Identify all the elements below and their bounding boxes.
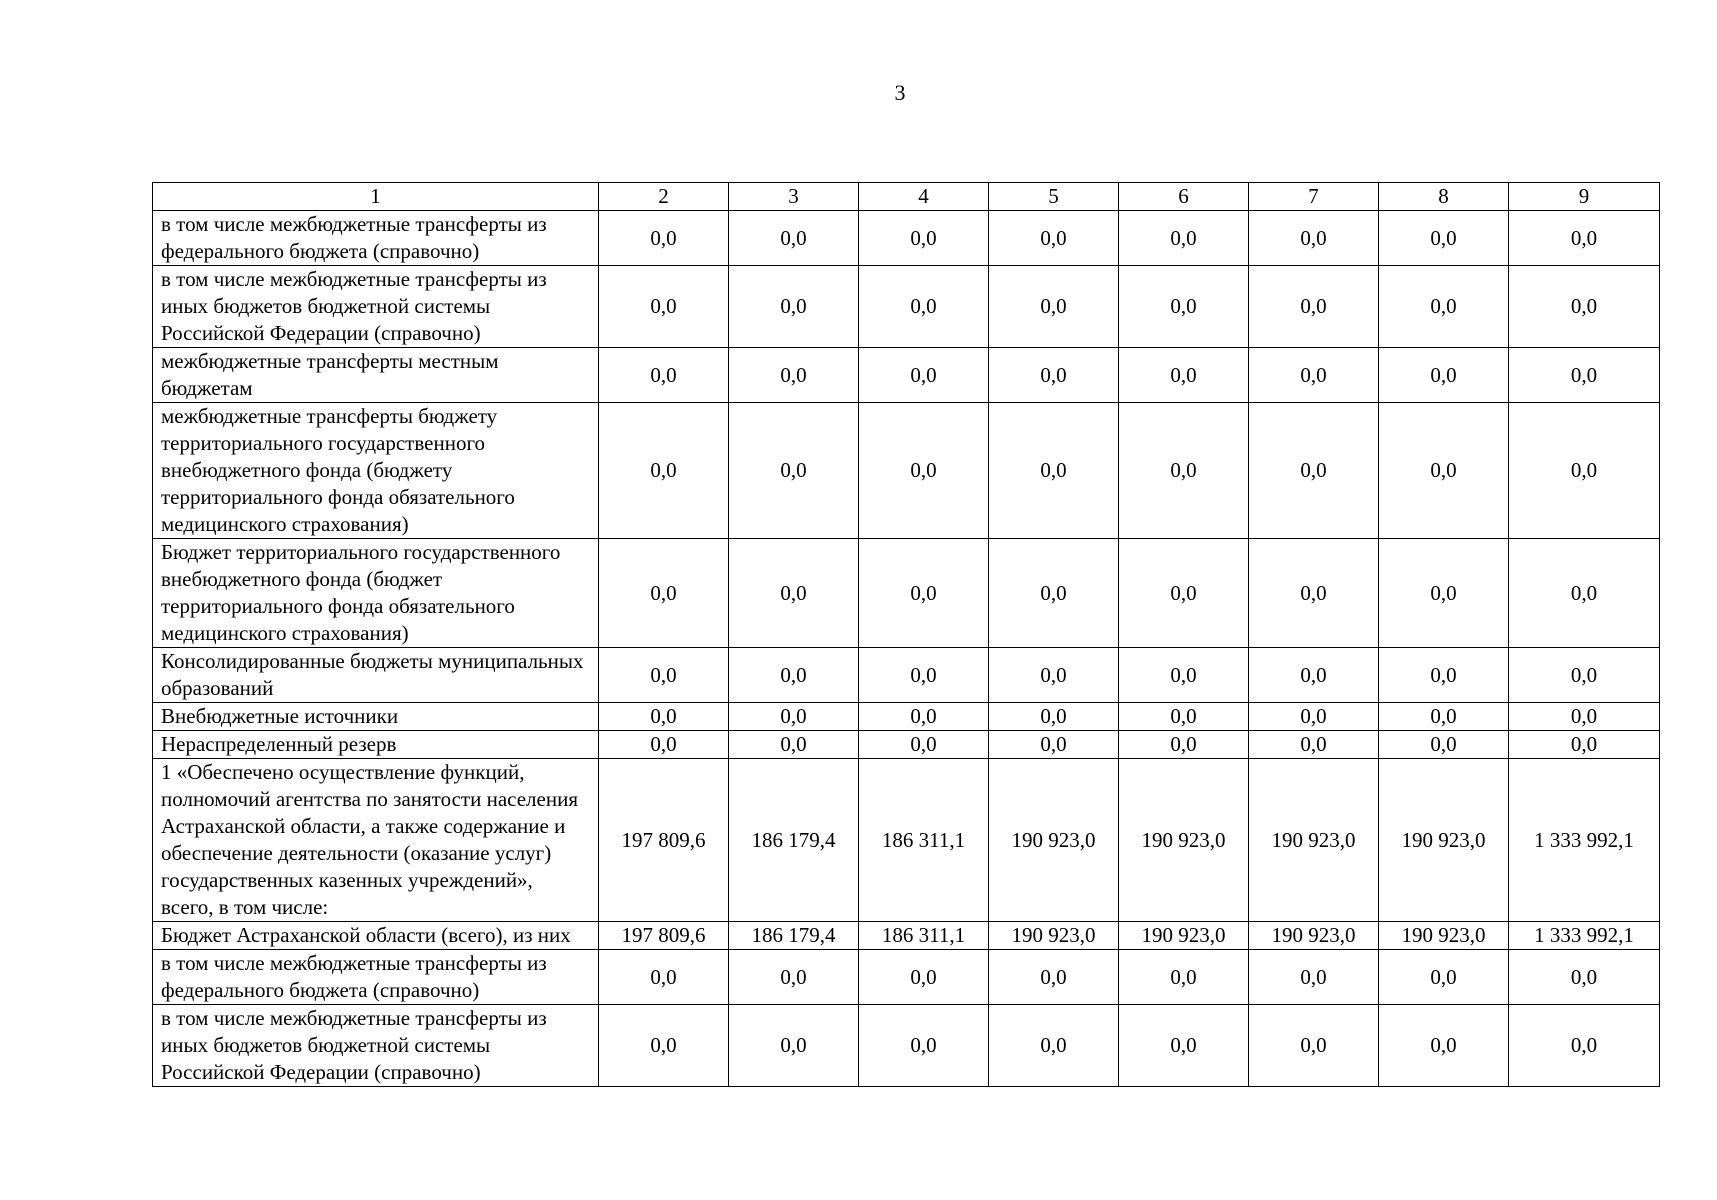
value-cell: 0,0 [729,703,859,731]
table-row [153,648,1660,703]
row-label: в том числе межбюджетные трансферты из федерального бюджета (справочно) [153,211,599,266]
value-cell: 0,0 [989,403,1119,539]
value-cell: 0,0 [989,731,1119,759]
table-row [153,759,1660,922]
value-cell: 0,0 [989,266,1119,348]
value-cell: 0,0 [1249,266,1379,348]
header-cell: 2 [599,183,729,211]
value-cell: 0,0 [1509,731,1660,759]
value-cell: 0,0 [1509,403,1660,539]
table-row [153,348,1660,403]
budget-table [152,182,1660,1087]
value-cell: 0,0 [1119,403,1249,539]
value-cell: 0,0 [859,266,989,348]
table-row [153,403,1660,539]
value-cell: 0,0 [859,403,989,539]
table-row [153,703,1660,731]
value-cell: 186 179,4 [729,922,859,950]
value-cell: 0,0 [1249,731,1379,759]
value-cell: 0,0 [729,211,859,266]
value-cell: 0,0 [1249,403,1379,539]
value-cell: 0,0 [1379,648,1509,703]
value-cell: 0,0 [1119,539,1249,648]
value-cell: 0,0 [989,211,1119,266]
value-cell: 0,0 [729,950,859,1005]
row-label: в том числе межбюджетные трансферты из иных бюджетов бюджетной системы Российской Федерации (справочно) [153,266,599,348]
table-row [153,539,1660,648]
header-cell: 3 [729,183,859,211]
value-cell: 0,0 [859,348,989,403]
value-cell: 0,0 [1379,211,1509,266]
value-cell: 0,0 [1379,1005,1509,1087]
value-cell: 0,0 [599,403,729,539]
value-cell: 0,0 [1119,950,1249,1005]
table-body [153,211,1660,1087]
value-cell: 0,0 [1119,1005,1249,1087]
value-cell: 0,0 [989,648,1119,703]
value-cell: 0,0 [1509,348,1660,403]
value-cell: 0,0 [1119,211,1249,266]
value-cell: 0,0 [1379,348,1509,403]
value-cell: 0,0 [599,1005,729,1087]
row-label: в том числе межбюджетные трансферты из иных бюджетов бюджетной системы Российской Федерации (справочно) [153,1005,599,1087]
value-cell: 190 923,0 [1119,922,1249,950]
row-label: Нераспределенный резерв [153,731,599,759]
header-cell: 8 [1379,183,1509,211]
value-cell: 0,0 [1119,648,1249,703]
value-cell: 0,0 [859,211,989,266]
value-cell: 0,0 [1509,1005,1660,1087]
value-cell: 0,0 [989,539,1119,648]
value-cell: 0,0 [859,648,989,703]
table-row [153,950,1660,1005]
value-cell: 0,0 [1249,539,1379,648]
table-row [153,731,1660,759]
value-cell: 197 809,6 [599,922,729,950]
value-cell: 0,0 [1509,539,1660,648]
value-cell: 0,0 [1119,348,1249,403]
value-cell: 190 923,0 [1379,759,1509,922]
value-cell: 0,0 [729,348,859,403]
page-number: 3 [894,80,906,105]
value-cell: 190 923,0 [989,759,1119,922]
value-cell: 0,0 [1379,731,1509,759]
row-label: Бюджет Астраханской области (всего), из них [153,922,599,950]
value-cell: 0,0 [599,731,729,759]
table-row [153,1005,1660,1087]
value-cell: 1 333 992,1 [1509,759,1660,922]
table-row [153,266,1660,348]
value-cell: 0,0 [599,703,729,731]
value-cell: 0,0 [1509,266,1660,348]
value-cell: 0,0 [1509,703,1660,731]
header-cell: 9 [1509,183,1660,211]
value-cell: 186 311,1 [859,759,989,922]
row-label: Бюджет территориального государственного внебюджетного фонда (бюджет территориального фонда обязательного медицинского страхования) [153,539,599,648]
value-cell: 186 311,1 [859,922,989,950]
row-label: межбюджетные трансферты бюджету территориального государственного внебюджетного фонда (бюджету территориального фонда обязательного медицинского страхования) [153,403,599,539]
value-cell: 0,0 [1119,731,1249,759]
row-label: в том числе межбюджетные трансферты из федерального бюджета (справочно) [153,950,599,1005]
value-cell: 0,0 [1249,1005,1379,1087]
row-label: Внебюджетные источники [153,703,599,731]
value-cell: 0,0 [599,266,729,348]
value-cell: 190 923,0 [1379,922,1509,950]
value-cell: 190 923,0 [1119,759,1249,922]
header-cell: 5 [989,183,1119,211]
value-cell: 1 333 992,1 [1509,922,1660,950]
value-cell: 0,0 [989,703,1119,731]
value-cell: 0,0 [1249,211,1379,266]
value-cell: 0,0 [1509,211,1660,266]
value-cell: 190 923,0 [1249,759,1379,922]
value-cell: 0,0 [989,950,1119,1005]
value-cell: 0,0 [599,539,729,648]
table-row [153,211,1660,266]
value-cell: 0,0 [1379,403,1509,539]
header-cell: 6 [1119,183,1249,211]
value-cell: 0,0 [1379,539,1509,648]
value-cell: 0,0 [729,1005,859,1087]
value-cell: 0,0 [1249,950,1379,1005]
header-cell: 4 [859,183,989,211]
value-cell: 0,0 [859,1005,989,1087]
row-label: межбюджетные трансферты местным бюджетам [153,348,599,403]
value-cell: 0,0 [599,348,729,403]
value-cell: 0,0 [1509,950,1660,1005]
value-cell: 0,0 [989,1005,1119,1087]
value-cell: 190 923,0 [1249,922,1379,950]
value-cell: 0,0 [859,950,989,1005]
value-cell: 0,0 [1509,648,1660,703]
value-cell: 0,0 [729,648,859,703]
row-label: Консолидированные бюджеты муниципальных образований [153,648,599,703]
value-cell: 0,0 [599,950,729,1005]
value-cell: 0,0 [859,731,989,759]
header-cell: 1 [153,183,599,211]
value-cell: 0,0 [599,211,729,266]
header-row [153,183,1660,211]
value-cell: 0,0 [729,266,859,348]
value-cell: 0,0 [1379,703,1509,731]
value-cell: 0,0 [1249,648,1379,703]
value-cell: 0,0 [989,348,1119,403]
value-cell: 0,0 [1119,266,1249,348]
value-cell: 197 809,6 [599,759,729,922]
header-cell: 7 [1249,183,1379,211]
value-cell: 0,0 [729,403,859,539]
value-cell: 0,0 [1119,703,1249,731]
value-cell: 0,0 [1379,266,1509,348]
table-row [153,922,1660,950]
value-cell: 186 179,4 [729,759,859,922]
value-cell: 0,0 [859,703,989,731]
value-cell: 0,0 [1249,348,1379,403]
value-cell: 0,0 [1249,703,1379,731]
value-cell: 0,0 [859,539,989,648]
value-cell: 0,0 [729,539,859,648]
value-cell: 190 923,0 [989,922,1119,950]
value-cell: 0,0 [599,648,729,703]
value-cell: 0,0 [729,731,859,759]
row-label: 1 «Обеспечено осуществление функций, полномочий агентства по занятости населения Астраханской области, а также содержание и обеспечение деятельности (оказание услуг) государственных казенных учреждений», всего, в том числе: [153,759,599,922]
value-cell: 0,0 [1379,950,1509,1005]
